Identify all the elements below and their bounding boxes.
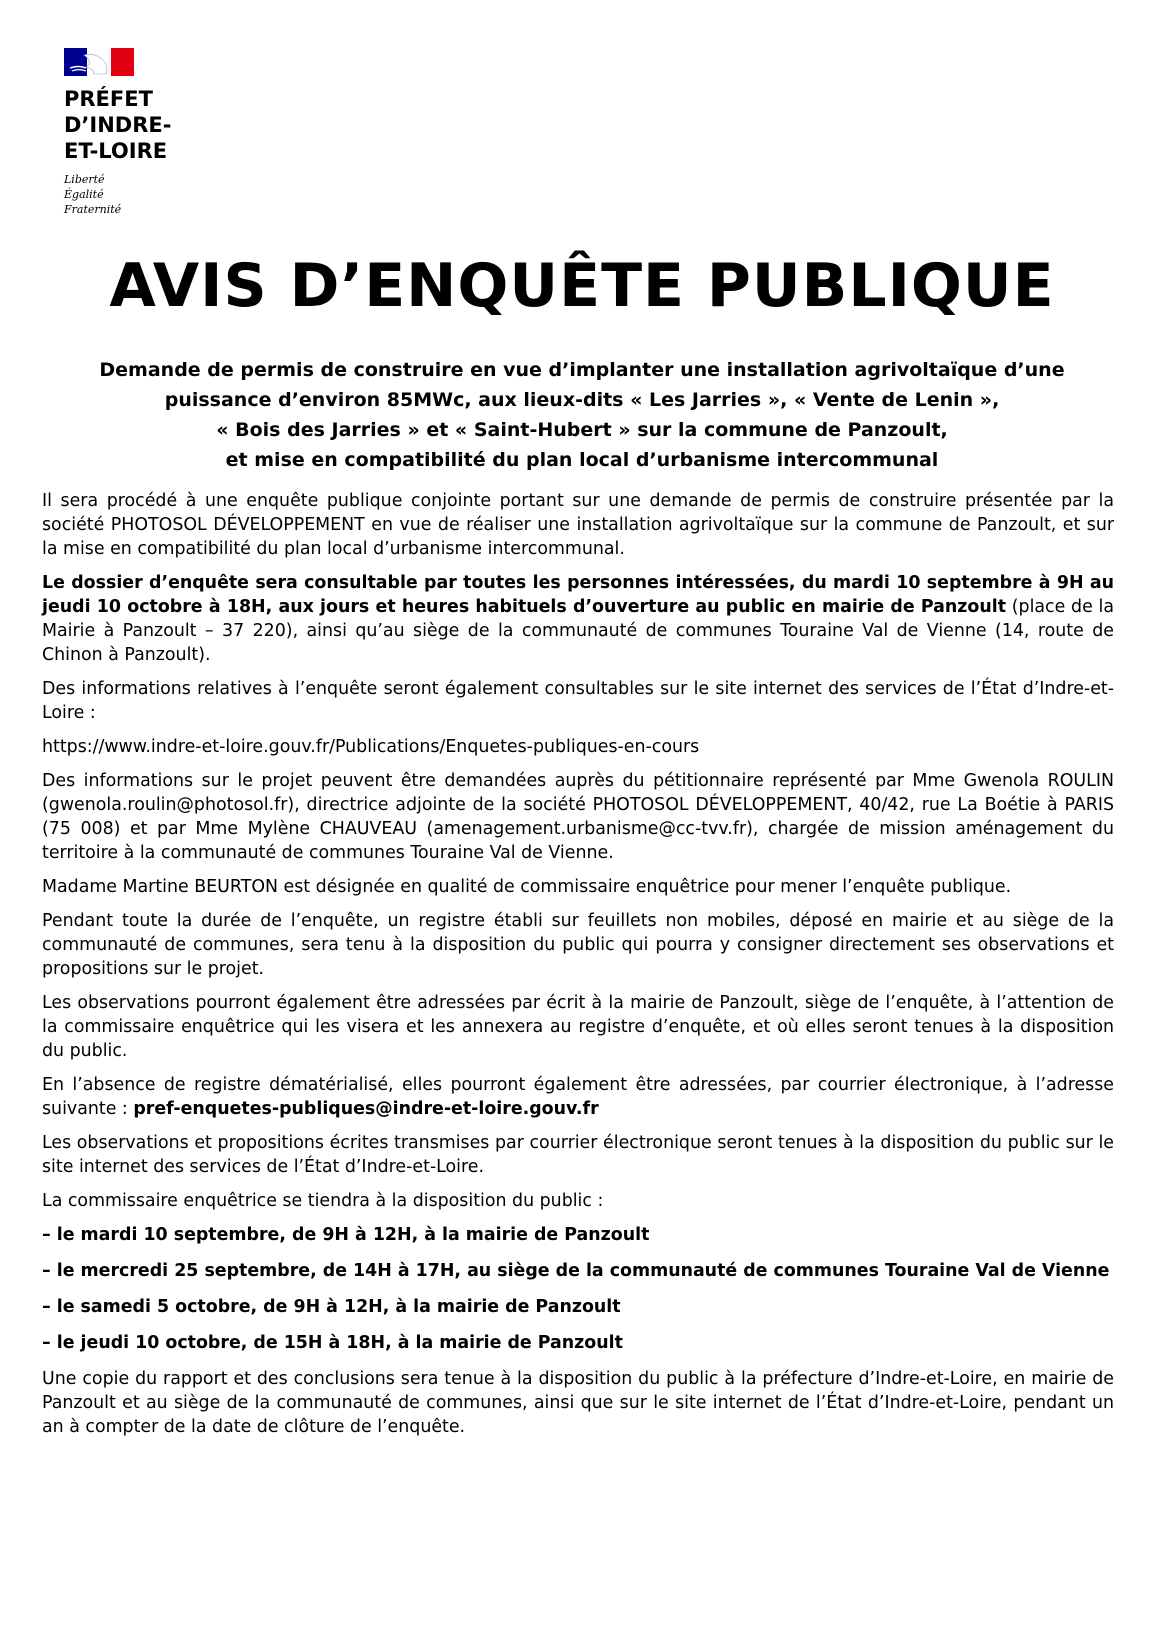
motto-line: Liberté: [64, 173, 105, 186]
email-paragraph: [42, 1073, 1114, 1121]
schedule-item: – le jeudi 10 octobre, de 15H à 18H, à la mairie de Panzoult: [42, 1333, 623, 1353]
republic-motto: [64, 172, 214, 217]
schedule-item: – le mardi 10 septembre, de 9H à 12H, à la mairie de Panzoult: [42, 1225, 650, 1245]
motto-line: Égalité: [64, 188, 104, 201]
register-paragraph: Pendant toute la durée de l’enquête, un registre établi sur feuillets non mobiles, déposé en mairie et au siège de la communauté de communes, sera tenu à la disposition du public qui pourra y consigner directement ses observations et propositions sur le projet.: [42, 911, 1114, 979]
consultation-paragraph: [42, 571, 1114, 667]
consultation-dates: Le dossier d’enquête sera consultable par toutes les personnes intéressées, du mardi 10 septembre à 9H au jeudi 10 octobre à 18H, aux jours et heures habituels d’ouverture au public en mairie de Panzoult: [42, 573, 1114, 617]
schedule-item: – le samedi 5 octobre, de 9H à 12H, à la mairie de Panzoult: [42, 1297, 621, 1317]
subtitle-line: puissance d’environ 85MWc, aux lieux-dits « Les Jarries », « Vente de Lenin »,: [164, 389, 1000, 411]
written-observations-paragraph: Les observations pourront également être adressées par écrit à la mairie de Panzoult, siège de l’enquête, à l’attention de la commissaire enquêtrice qui les visera et les annexera au registre d’enquête, et où elles seront tenues à la disposition du public.: [42, 993, 1114, 1061]
website-paragraph: Des informations relatives à l’enquête seront également consultables sur le site internet des services de l’État d’Indre-et-Loire :: [42, 679, 1114, 723]
subtitle-line: Demande de permis de construire en vue d’implanter une installation agrivoltaïque d’une: [99, 359, 1065, 381]
consultation-places: (place de la Mairie à Panzoult – 37 220), ainsi qu’au siège de la communauté de communes Touraine Val de Vienne (14, route de Chinon à Panzoult).: [42, 597, 1115, 665]
email-intro: En l’absence de registre dématérialisé, elles pourront également être adressées, par courrier électronique, à l’adresse suivante :: [42, 1075, 1114, 1119]
prefecture-name-line: PRÉFET: [64, 87, 153, 111]
commissioner-paragraph: Madame Martine BEURTON est désignée en qualité de commissaire enquêtrice pour mener l’enquête publique.: [42, 877, 1012, 897]
page-title: AVIS D’ENQUÊTE PUBLIQUE: [109, 251, 1055, 321]
contact-email: pref-enquetes-publiques@indre-et-loire.gouv.fr: [133, 1099, 599, 1119]
subtitle-line: et mise en compatibilité du plan local d’urbanisme intercommunal: [225, 449, 939, 471]
motto-line: Fraternité: [64, 203, 122, 216]
email-observations-paragraph: Les observations et propositions écrites transmises par courrier électronique seront tenues à la disposition du public sur le site internet des services de l’État d’Indre-et-Loire.: [42, 1133, 1114, 1177]
prefecture-name-line: ET-LOIRE: [64, 139, 168, 163]
report-paragraph: Une copie du rapport et des conclusions sera tenue à la disposition du public à la préfecture d’Indre-et-Loire, en mairie de Panzoult et au siège de la communauté de communes, ainsi que sur le site internet de l’État d’Indre-et-Loire, pendant un an à compter de la date de clôture de l’enquête.: [42, 1369, 1114, 1437]
notice-body: [42, 489, 1114, 1449]
website-url: https://www.indre-et-loire.gouv.fr/Publications/Enquetes-publiques-en-cours: [42, 737, 700, 757]
subtitle-line: « Bois des Jarries » et « Saint-Hubert » sur la commune de Panzoult,: [216, 419, 948, 441]
prefecture-logo: [64, 48, 214, 217]
schedule-item: – le mercredi 25 septembre, de 14H à 17H, au siège de la communauté de communes Touraine Val de Vienne: [42, 1261, 1110, 1281]
prefecture-name: [64, 86, 214, 164]
intro-paragraph: Il sera procédé à une enquête publique conjointe portant sur une demande de permis de construire présentée par la société PHOTOSOL DÉVELOPPEMENT en vue de réaliser une installation agrivoltaïque sur la commune de Panzoult, et sur la mise en compatibilité du plan local d’urbanisme intercommunal.: [42, 491, 1114, 559]
contact-paragraph: Des informations sur le projet peuvent être demandées auprès du pétitionnaire représenté par Mme Gwenola ROULIN (gwenola.roulin@photosol.fr), directrice adjointe de la société PHOTOSOL DÉVELOPPEMENT, 40/42, rue La Boétie à PARIS (75 008) et par Mme Mylène CHAUVEAU (amenagement.urbanisme@cc-tvv.fr), chargée de mission aménagement du territoire à la communauté de communes Touraine Val de Vienne.: [42, 771, 1114, 863]
permanences-intro: La commissaire enquêtrice se tiendra à la disposition du public :: [42, 1191, 604, 1211]
notice-subtitle: [40, 355, 1124, 475]
prefecture-name-line: D’INDRE-: [64, 113, 172, 137]
marianne-flag-icon: [64, 48, 134, 76]
